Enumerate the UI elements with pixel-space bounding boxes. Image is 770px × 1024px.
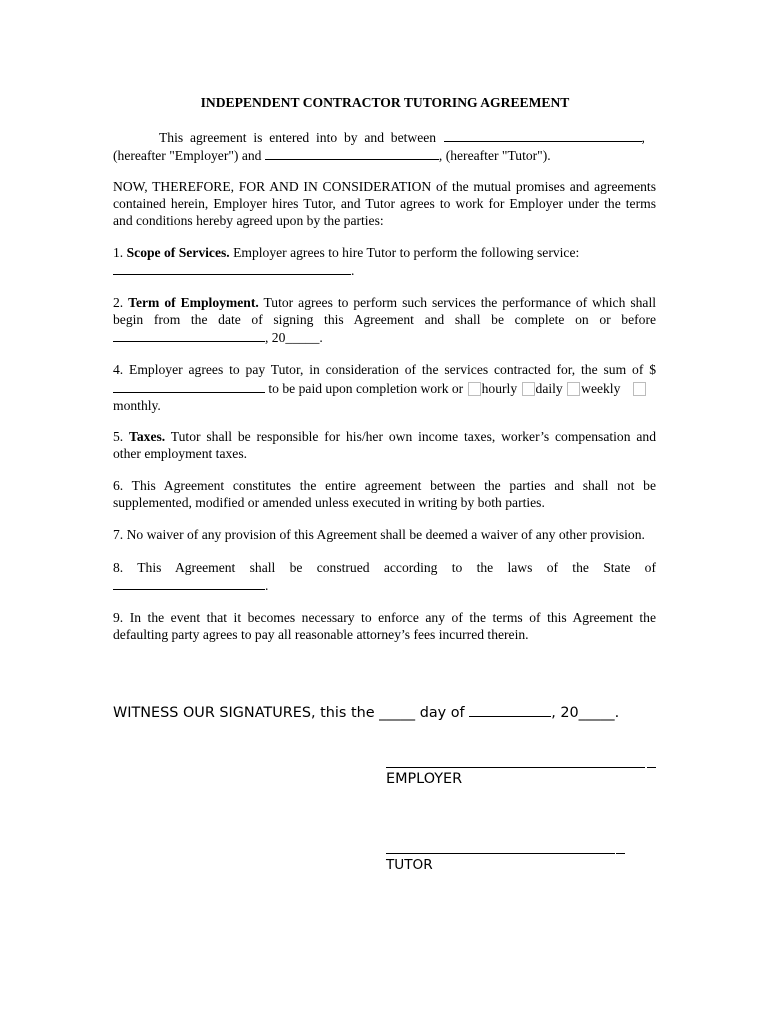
section2-heading: Term of Employment. [128, 295, 259, 310]
monthly-checkbox[interactable] [633, 382, 646, 396]
section5-text: Tutor shall be responsible for his/her own income taxes, worker’s compensation and [170, 429, 656, 444]
witness-line [113, 704, 619, 722]
section4-text: to be paid upon completion work or [268, 381, 464, 396]
tutor-signature-line-extension [527, 853, 615, 854]
recital-paragraph [113, 178, 656, 229]
section-entire-agreement [113, 477, 656, 511]
section9-line-1: 9. In the event that it becomes necessary to enforce any of the terms of this Agreement the [113, 610, 656, 625]
section-attorney-fees [113, 609, 656, 643]
recital-line-2: contained herein, Employer hires Tutor, and Tutor agrees to work for Employer under the terms [113, 196, 656, 211]
employer-signature-line[interactable] [386, 767, 527, 768]
section1-line-2 [113, 261, 656, 279]
service-description-field[interactable] [113, 261, 351, 275]
tutor-signature-line-end [616, 853, 625, 854]
employer-signature-line-end [647, 767, 656, 768]
tutor-label: TUTOR [386, 857, 433, 873]
completion-date-field[interactable] [113, 328, 265, 342]
section2-text: Tutor agrees to perform such services the performance of which shall [263, 295, 657, 310]
tutor-name-field[interactable] [265, 146, 439, 160]
intro-tutor-label: , (hereafter "Tutor"). [438, 148, 551, 163]
section1-heading: Scope of Services. [126, 245, 230, 260]
hourly-label: hourly [481, 381, 518, 396]
tutor-signature-line[interactable] [386, 853, 527, 854]
section-payment [113, 361, 656, 414]
intro-line-2 [113, 146, 656, 164]
weekly-checkbox[interactable] [567, 382, 580, 396]
section7-text: 7. No waiver of any provision of this Agreement shall be deemed a waiver of any other provision. [113, 527, 645, 542]
section-term-of-employment [113, 294, 656, 346]
section5-number: 5. [113, 429, 124, 444]
intro-employer-label: (hereafter "Employer") and [113, 148, 262, 163]
section-taxes [113, 428, 656, 462]
section2-line-3 [113, 328, 656, 346]
daily-checkbox[interactable] [522, 382, 535, 396]
section4-line-1: 4. Employer agrees to pay Tutor, in consideration of the services contracted for, the sum of $ [113, 362, 656, 377]
section8-period: . [265, 578, 269, 593]
document-title: INDEPENDENT CONTRACTOR TUTORING AGREEMENT [200, 95, 570, 110]
hourly-checkbox[interactable] [468, 382, 481, 396]
section1-line-1 [113, 244, 656, 261]
section5-line-2: other employment taxes. [113, 446, 248, 461]
section8-line-1: 8. This Agreement shall be construed according to the laws of the State of [113, 560, 656, 575]
section2-line-1 [113, 294, 656, 311]
section2-number: 2. [113, 295, 124, 310]
state-field[interactable] [113, 576, 265, 590]
section-governing-law [113, 559, 656, 594]
intro-text: This agreement is entered into by and between [159, 130, 437, 145]
weekly-label: weekly [581, 381, 621, 396]
employer-name-field[interactable] [444, 128, 642, 142]
section-no-waiver [113, 526, 656, 543]
section1-number: 1. [113, 245, 124, 260]
witness-text: WITNESS OUR SIGNATURES, this the _____ day of [113, 705, 465, 721]
witness-month-field[interactable] [469, 704, 551, 717]
section6-line-1: 6. This Agreement constitutes the entire agreement between the parties and shall not be [113, 478, 656, 493]
daily-label: daily [535, 381, 563, 396]
section1-text: Employer agrees to hire Tutor to perform the following service: [233, 245, 580, 260]
section5-heading: Taxes. [129, 429, 166, 444]
section8-line-2 [113, 576, 656, 594]
section4-line-2 [113, 379, 656, 397]
section2-year: , 20_____. [265, 330, 323, 345]
section6-line-2: supplemented, modified or amended unless executed in writing by both parties. [113, 495, 545, 510]
section5-line-1 [113, 428, 656, 445]
witness-year-text: , 20_____. [551, 705, 620, 721]
payment-amount-field[interactable] [113, 379, 265, 393]
monthly-label: monthly. [113, 398, 161, 413]
section1-period: . [351, 263, 355, 278]
recital-line-1: NOW, THEREFORE, FOR AND IN CONSIDERATION of the mutual promises and agreements [113, 179, 656, 194]
section2-line-2: begin from the date of signing this Agreement and shall be complete on or before [113, 312, 656, 327]
section9-line-2: defaulting party agrees to pay all reasonable attorney’s fees incurred therein. [113, 627, 529, 642]
intro-paragraph [113, 128, 656, 164]
employer-label: EMPLOYER [386, 771, 463, 787]
employer-signature-line-extension [527, 767, 645, 768]
section-scope-of-services [113, 244, 656, 279]
intro-line-1 [113, 128, 656, 146]
recital-line-3: and conditions hereby agreed upon by the parties: [113, 213, 384, 228]
intro-comma: , [641, 130, 645, 145]
